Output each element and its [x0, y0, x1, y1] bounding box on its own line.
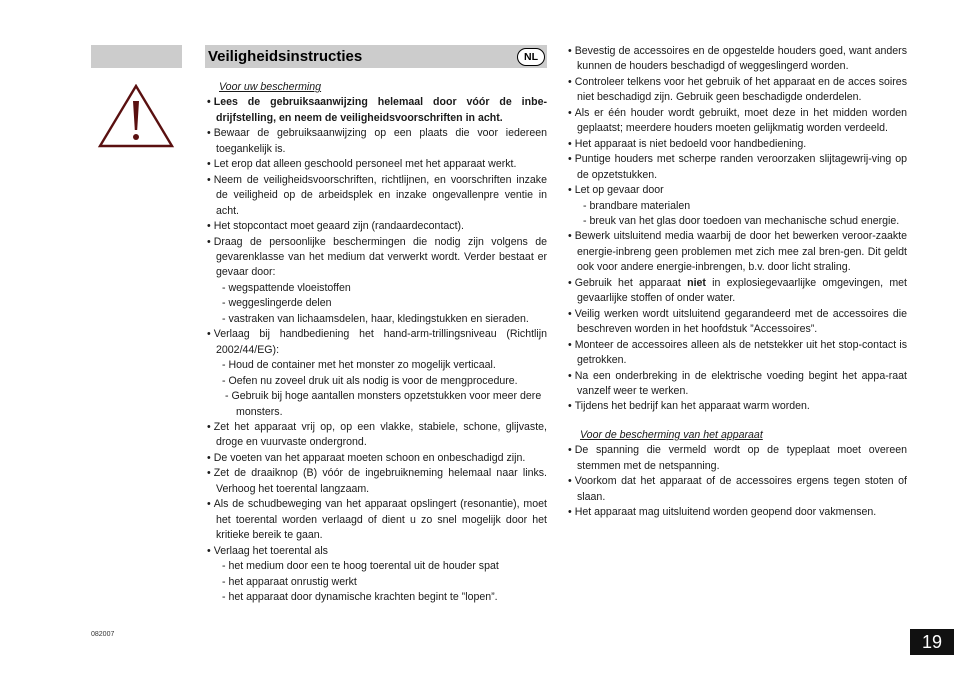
- safety-item: • Als de schudbeweging van het apparaat opslingert (resonantie), moet het toerental worden verlaagd of dient u zo snel mogelijk door het kritieke bereik te gaan.: [207, 498, 547, 542]
- safety-subitem: - vastraken van lichaamsdelen, haar, kledingstukken en sieraden.: [222, 312, 529, 325]
- safety-subitem: - Houd de container met het monster zo mogelijk verticaal.: [222, 359, 496, 372]
- safety-item: • Het stopcontact moet geaard zijn (randaardecontact).: [207, 220, 464, 233]
- safety-item: • Controleer telkens voor het gebruik of het apparaat en de acces soires niet beschadigd zijn. Gebruik geen beschadigde onderdelen.: [568, 75, 907, 104]
- safety-item: • Verlaag het toerental als: [207, 544, 328, 557]
- safety-item: • Veilig werken wordt uitsluitend gegarandeerd met de accessoires die beschreven worden in het hoofdstuk ”Accessoires”.: [568, 307, 907, 336]
- safety-item: • De voeten van het apparaat moeten schoon en onbeschadigd zijn.: [207, 451, 526, 464]
- safety-subitem: - weggeslingerde delen: [222, 297, 332, 310]
- safety-subitem: - Gebruik bij hoge aantallen monsters opzetstukken voor meer dere monsters.: [225, 390, 542, 418]
- safety-item: • Neem de veiligheidsvoorschriften, richtlijnen, en voorschriften inzake de veiligheid op de arbeidsplek en inzake ongevallenpre ventie in acht.: [207, 173, 547, 217]
- warning-triangle-icon: [96, 84, 176, 148]
- safety-item: • Let op gevaar door: [568, 184, 664, 197]
- safety-item: • Gebruik het apparaat niet in explosiegevaarlijke omgevingen, met gevaarlijke stoffen of onder water.: [568, 276, 907, 305]
- safety-item: • Het apparaat is niet bedoeld voor handbediening.: [568, 137, 807, 150]
- safety-item: • Tijdens het bedrijf kan het apparaat warm worden.: [568, 400, 810, 413]
- safety-item: • Bewaar de gebruiksaanwijzing op een plaats die voor iedereen toegankelijk is.: [207, 127, 547, 155]
- safety-item: • De spanning die vermeld wordt op de typeplaat moet overeen stemmen met de netspanning.: [568, 444, 907, 472]
- safety-item: • Bewerk uitsluitend media waarbij de door het bewerken veroor-zaakte energie-inbreng geen problemen met zich mee zal bren-gen. Dit geldt ook voor andere energie-inbrengen, b.v. door licht straling.: [568, 230, 907, 274]
- safety-item: • Verlaag bij handbediening het hand-arm-trillingsniveau (Richtlijn 2002/44/EG):: [207, 328, 547, 356]
- safety-item: • Het apparaat mag uitsluitend worden geopend door vakmensen.: [568, 506, 877, 519]
- safety-subitem: - wegspattende vloeistoffen: [222, 281, 351, 294]
- safety-item: • Lees de gebruiksaanwijzing helemaal door vóór de inbe-drijfstelling, en neem de veiligheidsvoorschriften in acht.: [207, 96, 547, 124]
- safety-item: • Bevestig de accessoires en de opgestelde houders goed, want anders kunnen de houders beschadigd of weggeslingerd worden.: [568, 45, 907, 73]
- safety-item: • Let erop dat alleen geschoold personeel met het apparaat werkt.: [207, 158, 517, 171]
- subheading-device-protection: Voor de bescherming van het apparaat: [580, 428, 763, 441]
- safety-item: • Na een onderbreking in de elektrische voeding begint het appa-raat vanzelf weer te werken.: [568, 369, 907, 397]
- safety-item: • Als er één houder wordt gebruikt, moet deze in het midden worden geplaatst; meerdere houders moeten gelijkmatig worden verdeeld.: [568, 106, 907, 135]
- language-badge: NL: [517, 48, 545, 66]
- safety-subitem: - het medium door een te hoog toerental uit de houder spat: [222, 560, 499, 573]
- safety-subitem: - brandbare materialen: [583, 199, 691, 212]
- safety-subitem: - breuk van het glas door toedoen van mechanische schud energie.: [583, 214, 900, 227]
- safety-item: • Draag de persoonlijke beschermingen die nodig zijn volgens de gevarenklasse van het medium dat verwerkt wordt. Verder bestaat er gevaar door:: [207, 235, 547, 279]
- safety-subitem: - het apparaat onrustig werkt: [222, 575, 357, 588]
- page-number: 19: [910, 629, 954, 655]
- safety-item: • Puntige houders met scherpe randen veroorzaken slijtagewrij-ving op de opzetstukken.: [568, 153, 907, 181]
- safety-item: • Zet de draaiknop (B) vóór de ingebruikneming helemaal naar links. Verhoog het toerental langzaam.: [207, 467, 547, 495]
- right-column: [566, 44, 907, 521]
- safety-item: • Zet het apparaat vrij op, op een vlakke, stabiele, schone, glijvaste, droge en vuurvaste ondergrond.: [207, 420, 547, 449]
- left-column: [205, 80, 547, 605]
- safety-subitem: - Oefen nu zoveel druk uit als nodig is voor de mengprocedure.: [222, 374, 518, 387]
- subheading-personal-protection: Voor uw bescherming: [219, 81, 322, 93]
- title-bar: [205, 45, 547, 68]
- safety-subitem: - het apparaat door dynamische krachten begint te ”lopen”.: [222, 590, 498, 603]
- page-title: Veiligheidsinstructies: [208, 48, 363, 65]
- header-gray-block: [91, 45, 182, 68]
- document-code: 082007: [91, 631, 115, 638]
- safety-item: • Voorkom dat het apparaat of de accessoires ergens tegen stoten of slaan.: [568, 475, 907, 503]
- safety-item: • Monteer de accessoires alleen als de netstekker uit het stop-contact is getrokken.: [568, 338, 907, 367]
